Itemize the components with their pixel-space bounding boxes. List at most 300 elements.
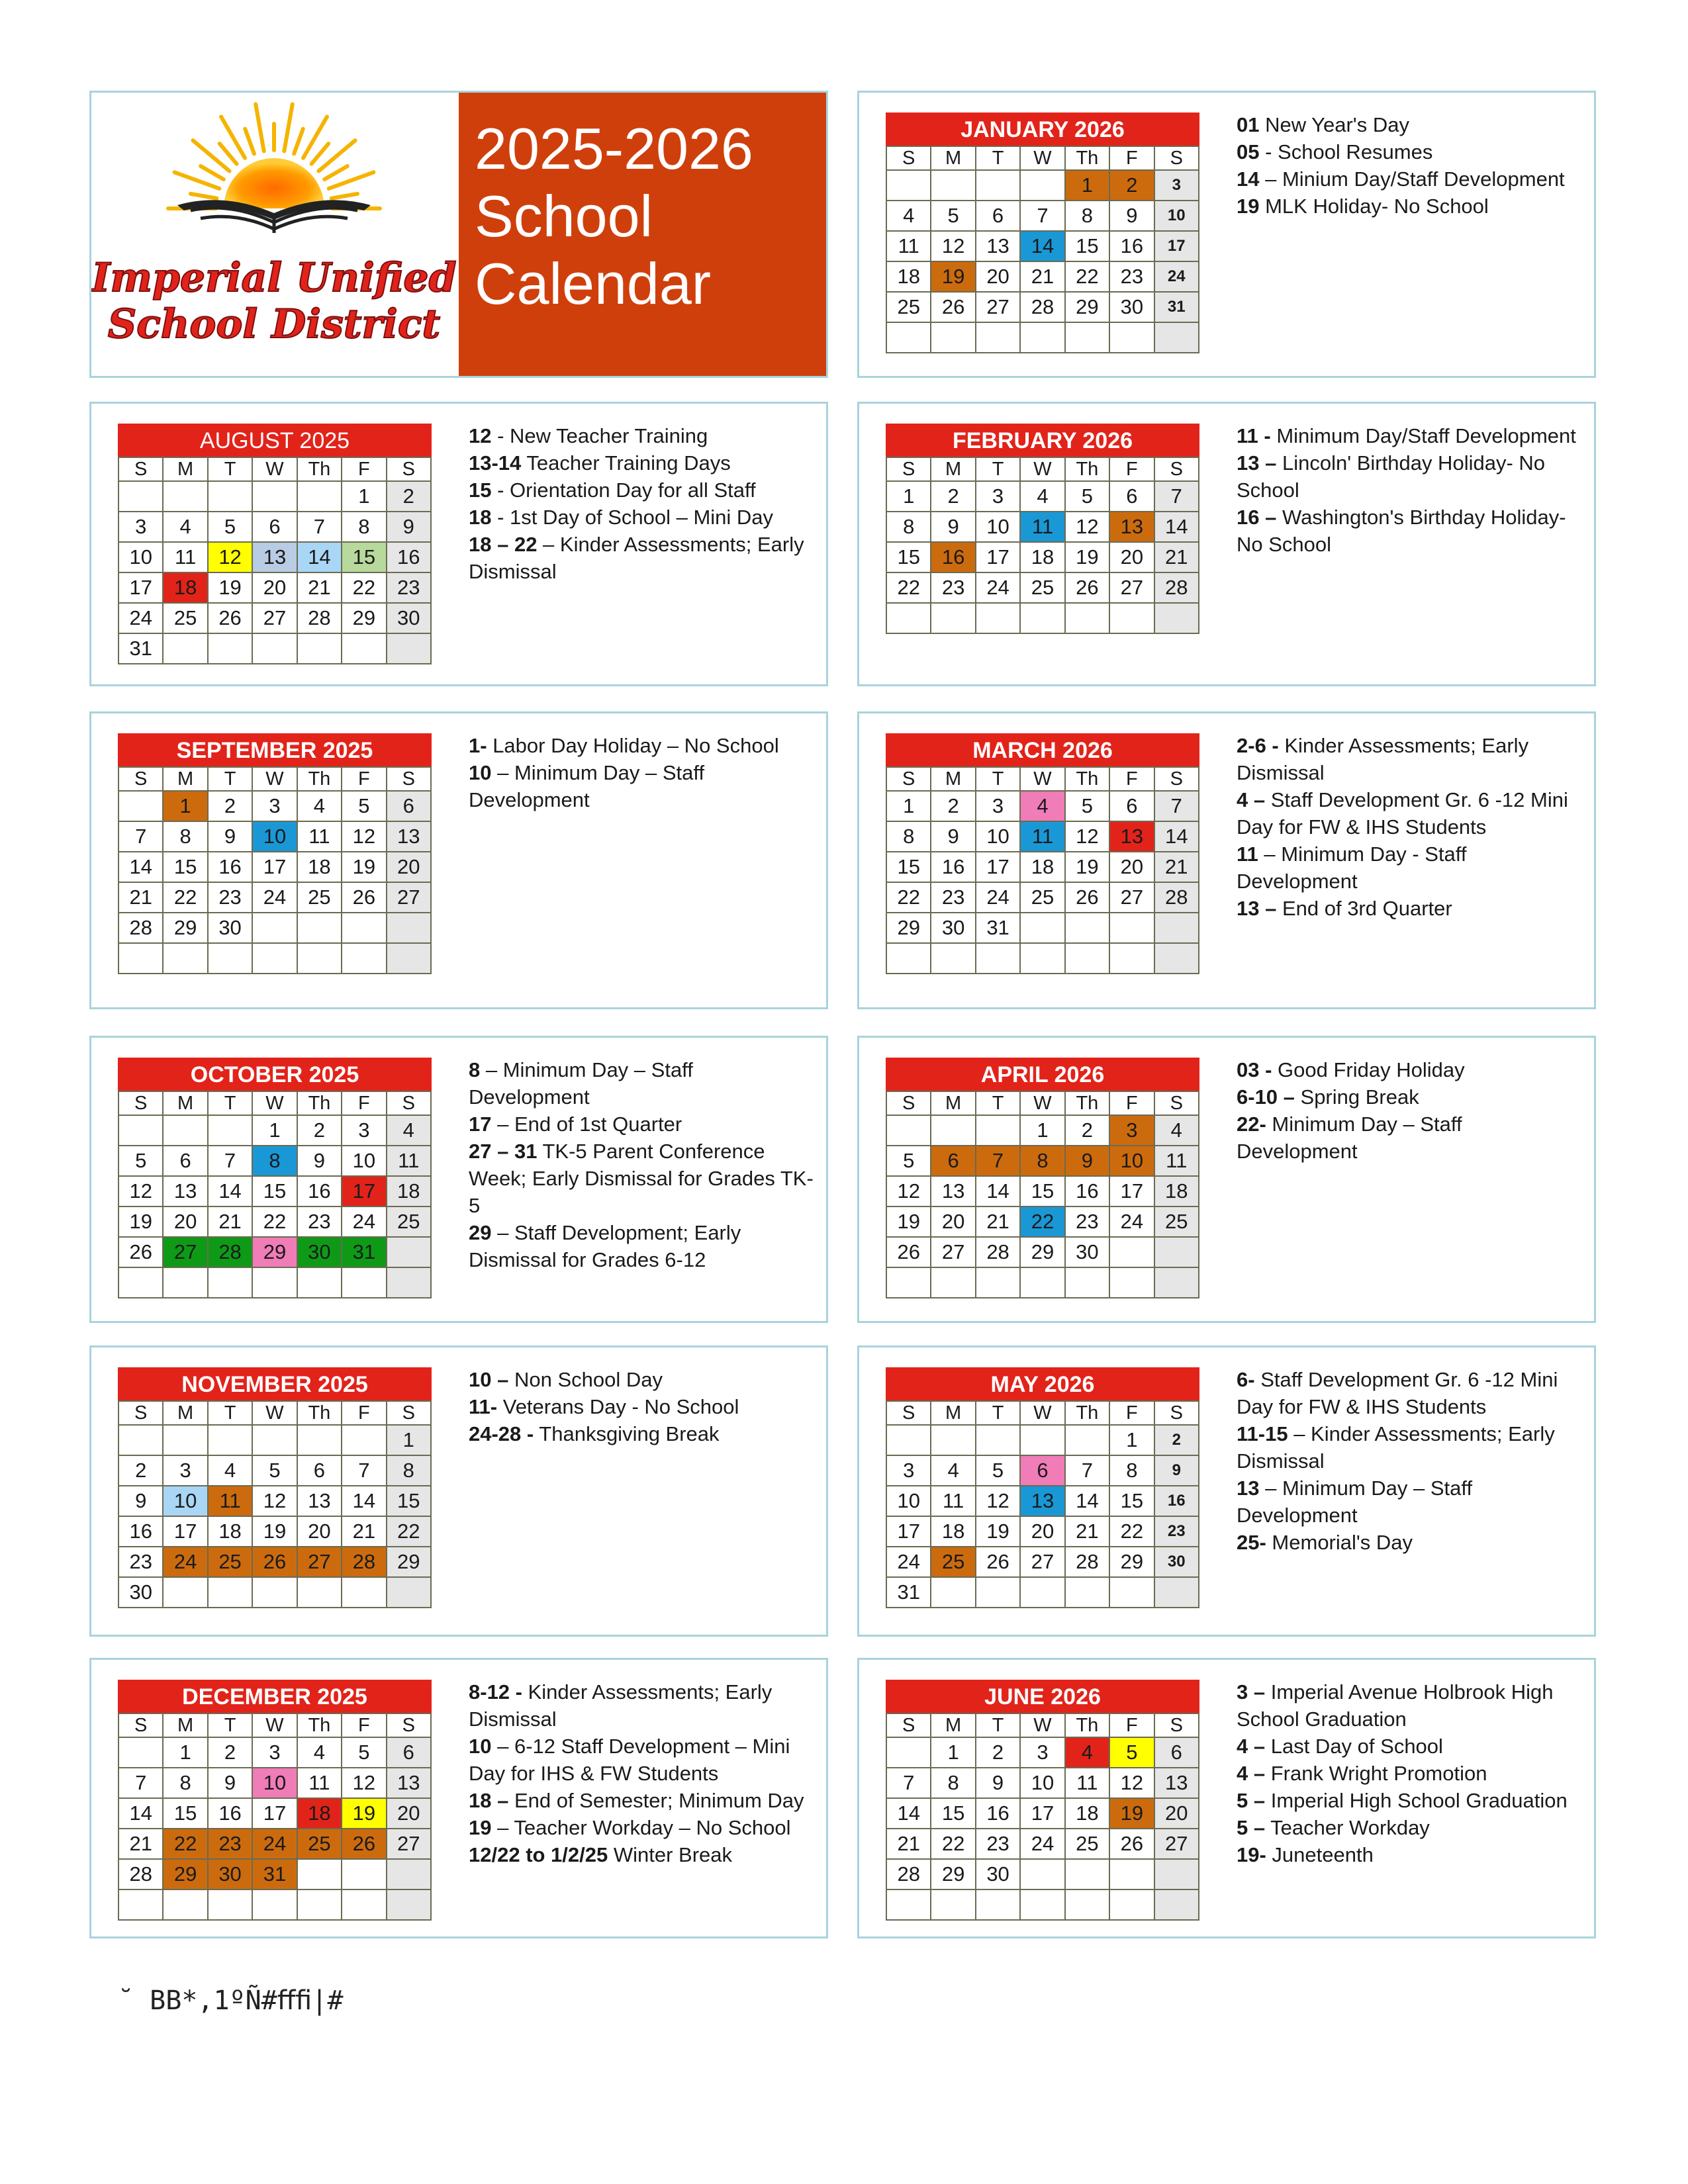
empty-cell (252, 481, 297, 512)
day-cell: 28 (342, 1547, 386, 1577)
day-header: Th (1065, 1713, 1109, 1737)
day-cell: 12 (931, 231, 975, 261)
week-row (118, 1237, 431, 1267)
day-cell: 6 (931, 1146, 975, 1176)
empty-cell (163, 633, 207, 664)
day-cell: 17 (163, 1516, 207, 1547)
day-header: W (1020, 767, 1064, 791)
month-calendar (118, 1058, 432, 1298)
day-cell: 30 (118, 1577, 163, 1608)
note-item (469, 1814, 820, 1841)
note-item (1237, 111, 1587, 138)
note-item (1237, 1111, 1587, 1165)
empty-cell (976, 322, 1020, 353)
week-row (886, 1486, 1199, 1516)
day-cell: 25 (208, 1547, 252, 1577)
day-cell: 12 (252, 1486, 297, 1516)
day-cell: 16 (118, 1516, 163, 1547)
day-cell: 17 (976, 852, 1020, 882)
month-grid (118, 1091, 432, 1298)
day-header: S (886, 146, 931, 170)
day-cell: 16 (387, 542, 431, 572)
day-cell: 19 (342, 1798, 386, 1829)
empty-cell (1020, 170, 1064, 201)
day-cell: 13 (1020, 1486, 1064, 1516)
empty-cell (1065, 1577, 1109, 1608)
empty-cell (342, 1425, 386, 1455)
day-cell: 17 (976, 542, 1020, 572)
month-grid (886, 1091, 1199, 1298)
day-cell: 20 (976, 261, 1020, 292)
week-row (118, 1146, 431, 1176)
day-cell: 10 (1109, 1146, 1154, 1176)
empty-cell (1020, 322, 1064, 353)
day-cell: 28 (297, 603, 342, 633)
day-cell: 4 (297, 791, 342, 821)
month-title: OCTOBER 2025 (118, 1058, 432, 1091)
day-cell: 27 (387, 1829, 431, 1859)
day-header: T (976, 767, 1020, 791)
day-cell: 12 (342, 1768, 386, 1798)
empty-cell (387, 1859, 431, 1889)
empty-cell (1020, 1267, 1064, 1298)
day-cell: 13 (297, 1486, 342, 1516)
day-cell: 15 (1020, 1176, 1064, 1206)
day-cell: 22 (1065, 261, 1109, 292)
title-year: 2025-2026 (475, 116, 753, 181)
empty-cell (1065, 603, 1109, 633)
day-header: T (976, 146, 1020, 170)
day-header: S (886, 1401, 931, 1425)
week-row (886, 882, 1199, 913)
day-cell: 21 (1154, 852, 1199, 882)
week-row (886, 1237, 1199, 1267)
month-grid (118, 1713, 432, 1921)
day-cell: 2 (1154, 1425, 1199, 1455)
day-cell: 18 (931, 1516, 975, 1547)
day-cell: 23 (208, 1829, 252, 1859)
note-item (469, 759, 820, 813)
day-cell: 22 (163, 882, 207, 913)
day-cell: 20 (1109, 542, 1154, 572)
day-cell: 19 (1065, 542, 1109, 572)
empty-cell (976, 1577, 1020, 1608)
empty-cell (342, 633, 386, 664)
empty-cell (931, 943, 975, 974)
week-row (118, 913, 431, 943)
day-cell: 16 (208, 852, 252, 882)
empty-cell (387, 1267, 431, 1298)
day-cell: 27 (252, 603, 297, 633)
day-cell: 16 (931, 542, 975, 572)
day-header: T (976, 1091, 1020, 1115)
day-cell: 31 (976, 913, 1020, 943)
day-cell: 8 (1109, 1455, 1154, 1486)
day-header: M (163, 1713, 207, 1737)
day-cell: 24 (163, 1547, 207, 1577)
day-header: S (886, 767, 931, 791)
day-cell: 16 (1154, 1486, 1199, 1516)
empty-cell (1154, 322, 1199, 353)
day-cell: 20 (1154, 1798, 1199, 1829)
empty-cell (118, 791, 163, 821)
empty-cell (931, 1425, 975, 1455)
day-cell: 23 (1109, 261, 1154, 292)
day-cell: 12 (118, 1176, 163, 1206)
day-header: F (342, 767, 386, 791)
note-item (469, 1420, 820, 1447)
week-row (886, 943, 1199, 974)
week-row (118, 481, 431, 512)
day-cell: 25 (297, 882, 342, 913)
week-row (886, 1547, 1199, 1577)
note-item (1237, 193, 1587, 220)
day-cell: 25 (1154, 1206, 1199, 1237)
day-cell: 20 (252, 572, 297, 603)
day-cell: 20 (931, 1206, 975, 1237)
empty-cell (976, 170, 1020, 201)
empty-cell (118, 1737, 163, 1768)
day-cell: 23 (976, 1829, 1020, 1859)
day-header: M (931, 1713, 975, 1737)
empty-cell (886, 603, 931, 633)
day-cell: 24 (976, 572, 1020, 603)
day-header: M (931, 457, 975, 481)
day-cell: 9 (1109, 201, 1154, 231)
week-row (118, 1829, 431, 1859)
day-header: M (163, 767, 207, 791)
note-date: 13-14 (469, 451, 522, 475)
day-cell: 25 (886, 292, 931, 322)
day-cell: 15 (1065, 231, 1109, 261)
day-header: S (387, 767, 431, 791)
day-cell: 24 (1020, 1829, 1064, 1859)
month-calendar (118, 1680, 432, 1921)
note-text: Winter Break (608, 1843, 733, 1866)
day-header: S (1154, 1401, 1199, 1425)
header-panel (89, 91, 828, 378)
day-cell: 2 (118, 1455, 163, 1486)
empty-cell (1065, 943, 1109, 974)
empty-cell (387, 913, 431, 943)
empty-cell (1020, 943, 1064, 974)
day-cell: 29 (886, 913, 931, 943)
day-cell: 22 (1020, 1206, 1064, 1237)
day-cell: 10 (252, 1768, 297, 1798)
day-cell: 1 (886, 791, 931, 821)
day-cell: 20 (297, 1516, 342, 1547)
day-cell: 4 (886, 201, 931, 231)
empty-cell (1154, 1237, 1199, 1267)
day-cell: 27 (976, 292, 1020, 322)
month-calendar (118, 424, 432, 664)
district-name-line2: School District (107, 301, 441, 347)
month-calendar (886, 113, 1199, 353)
day-cell: 12 (1109, 1768, 1154, 1798)
day-cell: 7 (1154, 791, 1199, 821)
day-cell: 7 (1154, 481, 1199, 512)
month-grid (886, 766, 1199, 974)
week-row (118, 1115, 431, 1146)
day-cell: 12 (342, 821, 386, 852)
note-date: 16 – (1237, 506, 1277, 529)
day-cell: 13 (1109, 512, 1154, 542)
week-row (886, 1425, 1199, 1455)
day-cell: 17 (1020, 1798, 1064, 1829)
day-cell: 21 (976, 1206, 1020, 1237)
day-header: Th (1065, 1401, 1109, 1425)
day-cell: 21 (297, 572, 342, 603)
note-text: – Minimum Day – Staff Development (1237, 1477, 1473, 1527)
empty-cell (931, 170, 975, 201)
month-grid (886, 457, 1199, 634)
empty-cell (1020, 1889, 1064, 1920)
note-text: End of Semester; Minimum Day (508, 1789, 804, 1812)
week-row (118, 791, 431, 821)
week-row (118, 572, 431, 603)
day-cell: 7 (1020, 201, 1064, 231)
note-text: End of 3rd Quarter (1276, 897, 1452, 920)
day-cell: 24 (252, 882, 297, 913)
day-cell: 18 (1154, 1176, 1199, 1206)
empty-cell (886, 322, 931, 353)
day-header: W (252, 1713, 297, 1737)
day-cell: 2 (1109, 170, 1154, 201)
note-text: – Minium Day/Staff Development (1259, 167, 1565, 191)
month-grid (118, 766, 432, 974)
day-cell: 12 (1065, 512, 1109, 542)
day-cell: 16 (297, 1176, 342, 1206)
empty-cell (387, 943, 431, 974)
note-text: – Minimum Day – Staff Development (469, 761, 705, 811)
week-row (886, 852, 1199, 882)
note-item (469, 449, 820, 477)
day-cell: 16 (976, 1798, 1020, 1829)
empty-cell (1109, 603, 1154, 633)
empty-cell (208, 1425, 252, 1455)
empty-cell (297, 1889, 342, 1920)
empty-cell (886, 170, 931, 201)
week-row (886, 1859, 1199, 1889)
month-title: NOVEMBER 2025 (118, 1367, 432, 1400)
day-cell: 6 (163, 1146, 207, 1176)
week-row (118, 1486, 431, 1516)
day-cell: 27 (163, 1237, 207, 1267)
empty-cell (118, 943, 163, 974)
day-cell: 1 (1020, 1115, 1064, 1146)
day-cell: 22 (931, 1829, 975, 1859)
day-cell: 15 (342, 542, 386, 572)
empty-cell (1154, 603, 1199, 633)
empty-cell (208, 633, 252, 664)
day-header: W (1020, 146, 1064, 170)
day-cell: 19 (252, 1516, 297, 1547)
empty-cell (297, 943, 342, 974)
day-cell: 29 (342, 603, 386, 633)
week-row (886, 292, 1199, 322)
note-text: Non School Day (508, 1368, 663, 1391)
empty-cell (1154, 1889, 1199, 1920)
footer-garbled-text: ˘ BB*,1ºÑ#ﬀﬁ|# (118, 1985, 344, 2016)
note-date: 11 - (1237, 424, 1271, 447)
empty-cell (387, 1889, 431, 1920)
day-cell: 23 (931, 572, 975, 603)
note-text: Thanksgiving Break (534, 1422, 720, 1445)
day-cell: 26 (342, 882, 386, 913)
day-cell: 12 (976, 1486, 1020, 1516)
day-cell: 20 (1020, 1516, 1064, 1547)
day-cell: 18 (297, 1798, 342, 1829)
empty-cell (1020, 603, 1064, 633)
note-text: Staff Development Gr. 6 -12 Mini Day for FW & IHS Students (1237, 1368, 1558, 1418)
day-cell: 4 (387, 1115, 431, 1146)
empty-cell (252, 1577, 297, 1608)
note-item (469, 1219, 820, 1273)
day-header: S (886, 457, 931, 481)
sun-ray (312, 144, 329, 164)
day-cell: 6 (1109, 481, 1154, 512)
empty-cell (297, 1425, 342, 1455)
day-cell: 18 (1020, 852, 1064, 882)
week-row (118, 1206, 431, 1237)
day-cell: 25 (1020, 572, 1064, 603)
day-cell: 1 (163, 791, 207, 821)
day-cell: 9 (118, 1486, 163, 1516)
month-calendar (886, 1058, 1199, 1298)
day-cell: 11 (297, 1768, 342, 1798)
note-date: 05 (1237, 140, 1260, 163)
week-row (886, 1267, 1199, 1298)
day-cell: 27 (1109, 882, 1154, 913)
empty-cell (1065, 1889, 1109, 1920)
day-cell: 2 (387, 481, 431, 512)
day-header: Th (1065, 457, 1109, 481)
calendar-title-box (459, 93, 826, 376)
week-row (886, 231, 1199, 261)
note-text: - New Teacher Training (491, 424, 708, 447)
day-header: W (252, 1401, 297, 1425)
day-cell: 29 (163, 913, 207, 943)
week-row (118, 943, 431, 974)
note-item (1237, 1420, 1587, 1475)
day-header: S (118, 457, 163, 481)
day-cell: 23 (1065, 1206, 1109, 1237)
day-cell: 5 (118, 1146, 163, 1176)
day-cell: 4 (1154, 1115, 1199, 1146)
day-cell: 29 (163, 1859, 207, 1889)
note-date: 10 – (469, 1368, 509, 1391)
day-cell: 26 (1065, 882, 1109, 913)
day-cell: 28 (118, 1859, 163, 1889)
day-cell: 5 (886, 1146, 931, 1176)
week-row (886, 1829, 1199, 1859)
day-cell: 11 (208, 1486, 252, 1516)
day-cell: 15 (886, 542, 931, 572)
note-item (1237, 504, 1587, 558)
empty-cell (208, 1115, 252, 1146)
day-cell: 7 (118, 821, 163, 852)
week-row (118, 512, 431, 542)
note-text: Minimum Day – Staff Development (1237, 1113, 1462, 1163)
sun-ray (191, 194, 216, 199)
day-cell: 11 (931, 1486, 975, 1516)
day-cell: 20 (1109, 852, 1154, 882)
note-date: 01 (1237, 113, 1260, 136)
note-text: Washington's Birthday Holiday- No School (1237, 506, 1566, 556)
day-header: T (208, 1713, 252, 1737)
week-row (118, 1176, 431, 1206)
day-cell: 1 (886, 481, 931, 512)
day-cell: 24 (1109, 1206, 1154, 1237)
sun-ray (284, 104, 293, 151)
day-header: F (342, 1713, 386, 1737)
month-notes (469, 1366, 820, 1447)
week-row (886, 201, 1199, 231)
note-text: Good Friday Holiday (1272, 1058, 1465, 1081)
day-cell: 14 (1020, 231, 1064, 261)
day-cell: 17 (252, 1798, 297, 1829)
day-cell: 26 (886, 1237, 931, 1267)
note-text: TK-5 Parent Conference Week; Early Dismissal for Grades TK-5 (469, 1140, 814, 1217)
sun-ray (256, 104, 264, 151)
day-cell: 21 (886, 1829, 931, 1859)
empty-cell (886, 943, 931, 974)
month-notes (1237, 732, 1587, 922)
empty-cell (163, 1577, 207, 1608)
empty-cell (976, 1267, 1020, 1298)
note-item (1237, 1475, 1587, 1529)
week-row (118, 1798, 431, 1829)
title-school: School (475, 183, 653, 249)
day-cell: 19 (208, 572, 252, 603)
week-row (886, 603, 1199, 633)
day-cell: 22 (342, 572, 386, 603)
day-cell: 21 (1154, 542, 1199, 572)
day-cell: 8 (163, 821, 207, 852)
day-header: T (208, 767, 252, 791)
month-notes (1237, 1056, 1587, 1165)
day-cell: 31 (252, 1859, 297, 1889)
empty-cell (342, 1859, 386, 1889)
empty-cell (931, 603, 975, 633)
note-item (469, 1056, 820, 1111)
empty-cell (1109, 1577, 1154, 1608)
month-panel-aug-2025 (89, 402, 828, 686)
day-header: S (1154, 767, 1199, 791)
note-date: 27 – 31 (469, 1140, 538, 1163)
note-text: Kinder Assessments; Early Dismissal (469, 1680, 773, 1731)
day-cell: 25 (1020, 882, 1064, 913)
day-header: S (118, 1401, 163, 1425)
empty-cell (976, 1425, 1020, 1455)
week-row (118, 603, 431, 633)
day-cell: 28 (886, 1859, 931, 1889)
month-calendar (886, 1367, 1199, 1608)
empty-cell (976, 1115, 1020, 1146)
day-cell: 6 (976, 201, 1020, 231)
day-cell: 22 (387, 1516, 431, 1547)
day-cell: 5 (208, 512, 252, 542)
empty-cell (931, 1889, 975, 1920)
empty-cell (1065, 1267, 1109, 1298)
month-calendar (118, 1367, 432, 1608)
day-cell: 7 (208, 1146, 252, 1176)
day-cell: 25 (297, 1829, 342, 1859)
week-row (118, 1577, 431, 1608)
day-cell: 25 (163, 603, 207, 633)
day-cell: 3 (1109, 1115, 1154, 1146)
day-cell: 18 (1020, 542, 1064, 572)
